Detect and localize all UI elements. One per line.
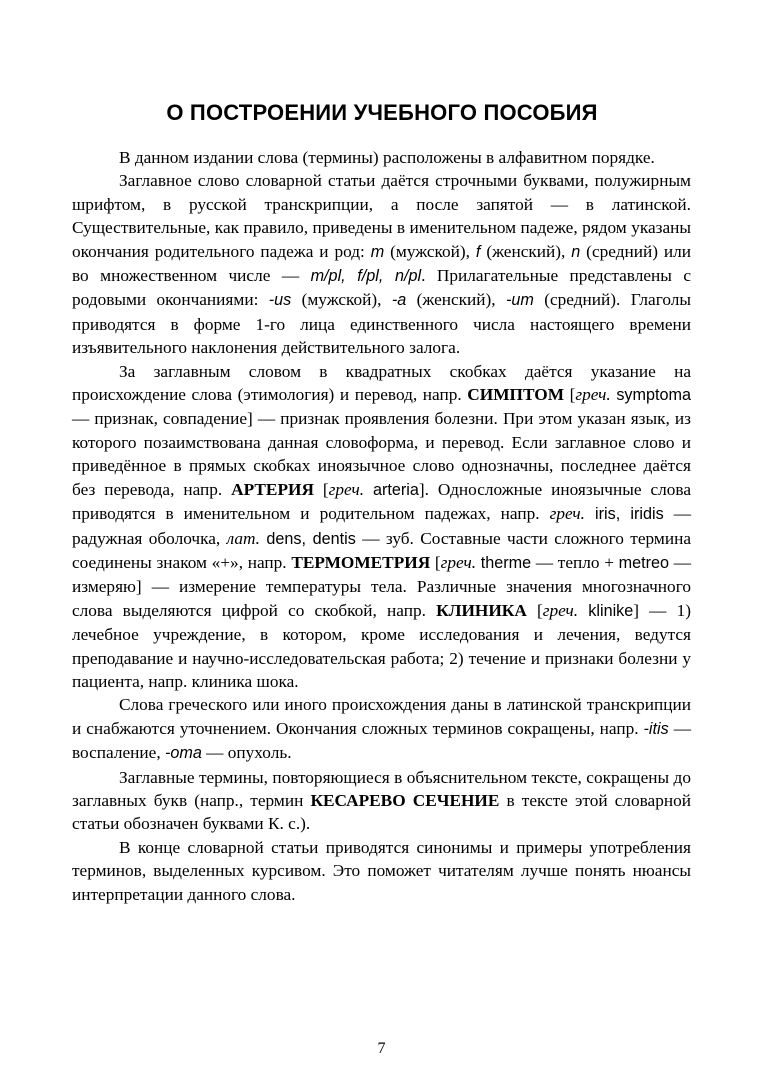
lang-label: греч. (328, 479, 365, 499)
lang-label: греч. (549, 504, 585, 524)
paragraph-6: В конце словарной статьи приводятся синонимы и примеры употребления терминов, выделенных курсивом. Это поможет читателям лучше понять нюансы интерпретации данного слова. (72, 837, 691, 904)
headword-clinic: КЛИНИКА (436, 600, 527, 620)
lang-label: лат. (226, 528, 261, 548)
page-number: 7 (377, 1040, 386, 1057)
plural-genders: m/pl, f/pl, n/pl (310, 267, 422, 286)
suffix-itis: -itis (643, 719, 669, 738)
headword-thermometry: ТЕРМОМЕТРИЯ (291, 552, 431, 572)
latin-word: dens, dentis (266, 529, 356, 548)
headword-arteria: АРТЕРИЯ (231, 479, 314, 499)
page-title: О ПОСТРОЕНИИ УЧЕБНОГО ПОСОБИЯ (166, 100, 598, 125)
latin-word: klinike (588, 601, 634, 620)
headword-caesarean: КЕСАРЕВО СЕЧЕНИЕ (310, 790, 500, 810)
ending-um: -um (505, 291, 534, 310)
paragraph-1: В данном издании слова (термины) расположены в алфавитном порядке. (119, 148, 655, 167)
paragraph-2: Заглавное слово словарной статьи даётся строчными буквами, полужирным шрифтом, в русской транскрипции, а после запятой — в латинской. Существительные, как правило, приведены в именительном падеже, рядом указаны окончания родительного падежа и род: m (мужской), f (женский), n (средний) или во множественном числе — m/pl, f/pl, n/pl. Прилагательные представлены с родовыми окончаниями: -us (мужской), -a (женский), -um (средний). Глаголы приводятся в форме 1-го лица единственного числа настоящего времени изъявительного наклонения действительного залога. (72, 171, 692, 358)
lang-label: греч. (440, 552, 477, 572)
gender-neuter: n (571, 242, 581, 261)
ending-a: -a (391, 291, 407, 310)
gender-feminine: f (475, 242, 481, 261)
suffix-oma: -oma (164, 744, 202, 763)
latin-word: iris, iridis (595, 505, 664, 524)
latin-word: therme (480, 553, 532, 572)
lang-label: греч. (542, 600, 579, 620)
latin-word: arteria (372, 480, 419, 499)
headword-symptom: СИМПТОМ (467, 385, 565, 405)
latin-word: symptoma (616, 386, 691, 405)
ending-us: -us (268, 291, 292, 310)
lang-label: греч. (575, 385, 611, 405)
paragraph-4: Слова греческого или иного происхождения даны в латинской транскрипции и снабжаются уточнением. Окончания сложных терминов сокращены, напр. -itis — воспаление, -oma — опухоль. (72, 695, 692, 763)
gender-masculine: m (370, 242, 385, 261)
body-text (72, 146, 691, 906)
paragraph-3: За заглавным словом в квадратных скобках даётся указание на происхождение слова (этимология) и перевод, напр. СИМПТОМ [греч. symptoma — признак, совпадение] — признак проявления болезни. При этом указан язык, из которого позаимствована данная словоформа, и перевод. Если заглавное слово и приведённое в прямых скобках иноязычное слово однозначны, последнее даётся без перевода, напр. АРТЕРИЯ [греч. arteria]. Односложные иноязычные слова приводятся в именительном и родительном падежах, напр. греч. iris, iridis — радужная оболочка, лат. dens, dentis — зуб. Составные части сложного термина соединены знаком «+», напр. ТЕРМОМЕТРИЯ [греч. therme — тепло + metreo — измеряю] — измерение температуры тела. Различные значения многозначного слова выделяются цифрой со скобкой, напр. КЛИНИКА [греч. klinike] — 1) лечебное учреждение, в котором, кроме исследования и лечения, ведутся преподавание и научно-исследовательская работа; 2) течение и признаки болезни у пациента, напр. клиника шока. (72, 361, 692, 691)
latin-word: metreo (618, 553, 670, 572)
paragraph-5: Заглавные термины, повторяющиеся в объяснительном тексте, сокращены до заглавных букв (напр., термин КЕСАРЕВО СЕЧЕНИЕ в тексте этой словарной статьи обозначен буквами К. с.). (72, 767, 692, 834)
